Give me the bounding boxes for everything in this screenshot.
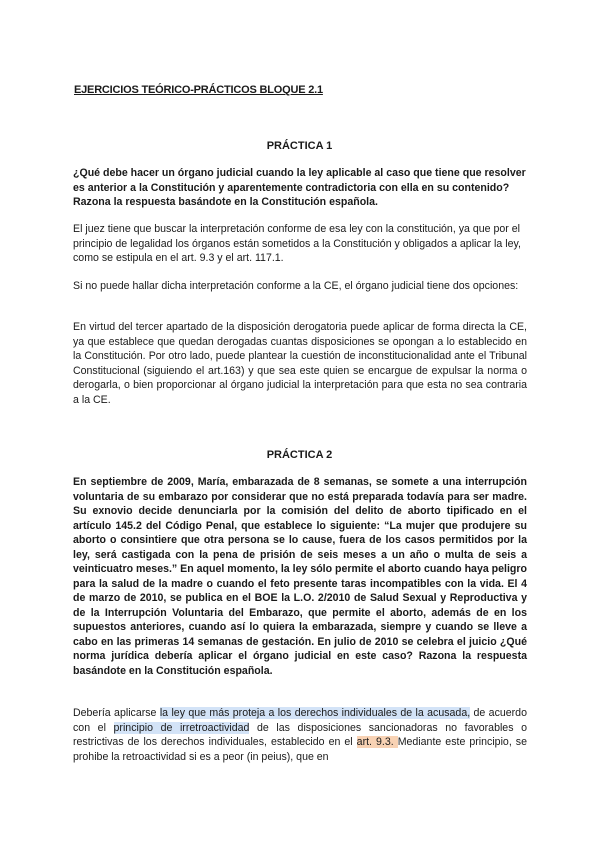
practica-1-answer-paragraph-1: El juez tiene que buscar la interpretación conforme de esa ley con la constitución, ya que por el principio de legalidad los órganos están sometidos a la Constitución y obligados a aplicar la ley, como se estipula en el art. 9.3 y el art. 117.1. [73,223,521,264]
answer-text-1: Debería aplicarse [73,707,160,719]
highlight-ley-mas-favorable: la ley que más proteja a los derechos individuales de la acusada, [159,707,471,719]
answer-text-4: Mediante este principio, se prohibe la retroactividad si es a peor (in peius), que en [73,736,527,763]
answer-text-2: de acuerdo con el [73,707,527,734]
highlight-principio-irretroactividad: principio de irretroactividad [113,721,250,734]
practica-2-heading: PRÁCTICA 2 [266,449,333,461]
document-title: EJERCICIOS TEÓRICO-PRÁCTICOS BLOQUE 2.1 [74,84,323,96]
highlight-art-9-3: art. 9.3. [356,736,398,748]
practica-1-question: ¿Qué debe hacer un órgano judicial cuando la ley aplicable al caso que tiene que resolver es anterior a la Constitución y aparentemente contradictoria con ella en su contenido? Razona la respuesta basándote en la Constitución española. [73,167,526,208]
answer-text-3: de las disposiciones sancionadoras no favorables o restrictivas de los derechos individuales, establecido en el [73,721,527,748]
practica-1-answer-paragraph-2: Si no puede hallar dicha interpretación conforme a la CE, el órgano judicial tiene dos opciones: [73,280,519,292]
practica-1-heading: PRÁCTICA 1 [266,140,333,152]
practica-1-answer-paragraph-3: En virtud del tercer apartado de la disposición derogatoria puede aplicar de forma directa la CE, ya que establece que quedan derogadas cuantas disposiciones se opongan a lo establecido en la Constitución. Por otro lado, puede plantear la cuestión de inconstitucionalidad ante el Tribunal Constitucional (siguiendo el art.163) y que sea este quien se encargue de expulsar la norma o derogarla, o bien proporcionar al órgano judicial la interpretación para que esta no sea contraria a la CE. [73,321,527,406]
practica-2-statement: En septiembre de 2009, María, embarazada de 8 semanas, se somete a una interrupción voluntaria de su embarazo por considerar que no está preparada todavía para ser madre. Su exnovio decide denunciarla por la comisión del delito de aborto tipificado en el artículo 145.2 del Código Penal, que establece lo siguiente: “La mujer que produjere su aborto o consintiere que otra persona se lo cause, fuera de los casos permitidos por la ley, será castigada con la pena de prisión de seis meses a un año o multa de seis a veinticuatro meses.” En aquel momento, la ley sólo permite el aborto cuando haya peligro para la salud de la madre o cuando el feto presente taras incompatibles con la vida. El 4 de marzo de 2010, se publica en el BOE la L.O. 2/2010 de Salud Sexual y Reproductiva y de la Interrupción Voluntaria del Embarazo, que permite el aborto, además de en los supuestos anteriores, cuando así lo quiera la embarazada, siempre y cuando se lleve a cabo en las primeras 14 semanas de gestación. En julio de 2010 se celebra el juicio ¿Qué norma jurídica debería aplicar el órgano judicial en este caso? Razona la respuesta basándote en la Constitución española. [73,476,527,677]
practica-2-answer [73,706,527,764]
